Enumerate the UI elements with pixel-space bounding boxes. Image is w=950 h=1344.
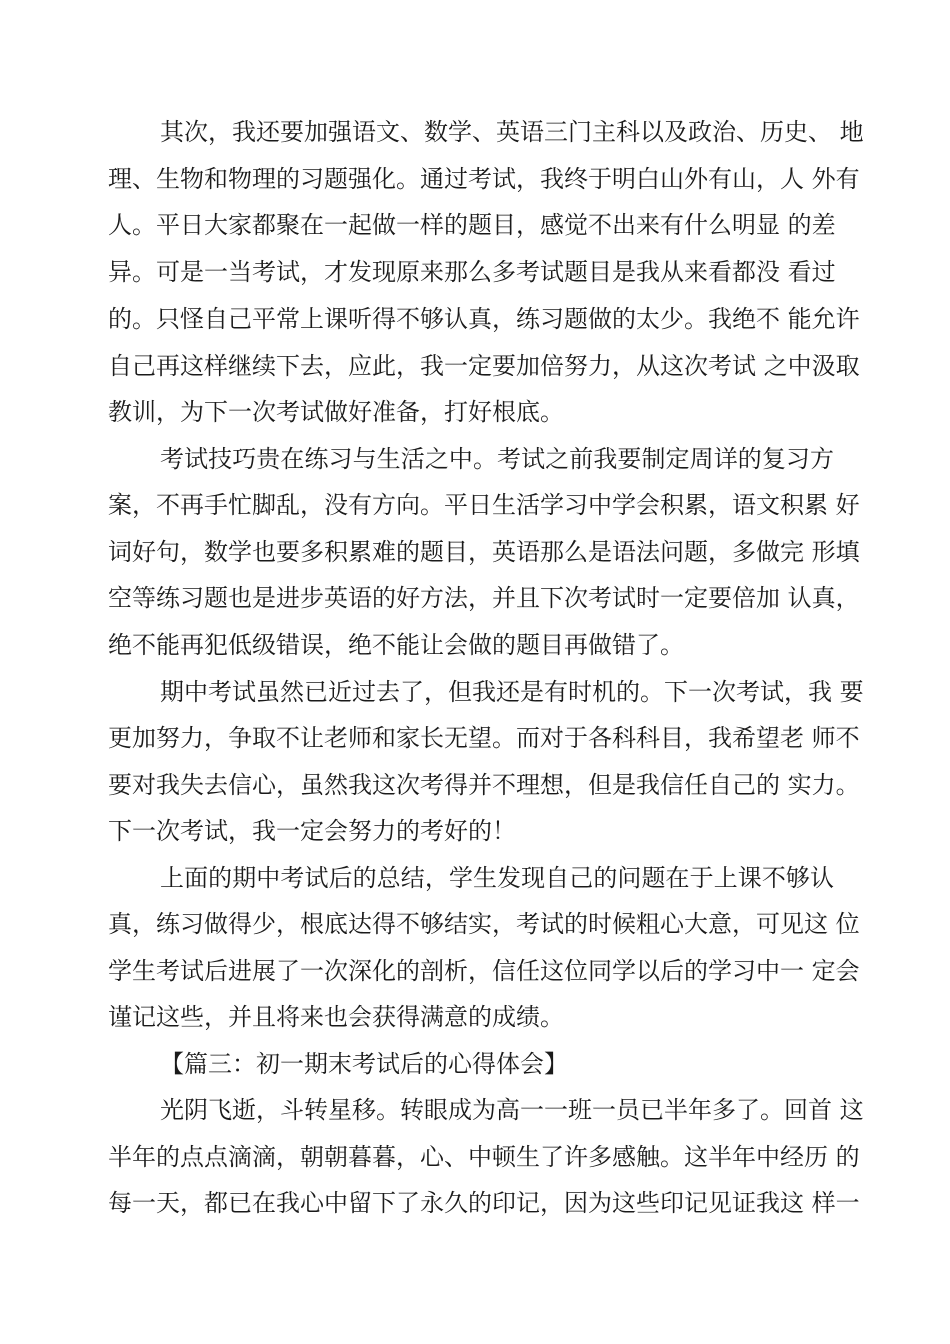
paragraph-2-line-1: 考试技巧贵在练习与生活之中。考试之前我要制定周详的复习方 (160, 445, 834, 473)
paragraph-2-line-4: 空等练习题也是进步英语的好方法，并且下次考试时一定要倍加 认真， (108, 584, 860, 612)
paragraph-1-line-6: 自己再这样继续下去，应此，我一定要加倍努力，从这次考试 之中汲取 (108, 352, 860, 380)
paragraph-5-line-3: 每一天，都已在我心中留下了永久的印记，因为这些印记见证我这 样一 (108, 1189, 860, 1217)
paragraph-3-line-3: 要对我失去信心，虽然我这次考得并不理想，但是我信任自己的 实力。 (108, 771, 860, 799)
section-heading: 【篇三：初一期末考试后的心得体会】 (160, 1050, 568, 1078)
paragraph-5-line-2: 半年的点点滴滴，朝朝暮暮，心、中顿生了许多感触。这半年中经历 的 (108, 1143, 860, 1171)
paragraph-2-line-3: 词好句，数学也要多积累难的题目，英语那么是语法问题，多做完 形填 (108, 538, 860, 566)
paragraph-1-line-2: 理、生物和物理的习题强化。通过考试，我终于明白山外有山，人 外有 (108, 165, 860, 193)
paragraph-4-line-1: 上面的期中考试后的总结，学生发现自己的问题在于上课不够认 (160, 864, 834, 892)
paragraph-2-line-2: 案，不再手忙脚乱，没有方向。平日生活学习中学会积累，语文积累 好 (108, 491, 860, 519)
paragraph-1-line-3: 人。平日大家都聚在一起做一样的题目，感觉不出来有什么明显 的差 (108, 211, 836, 239)
paragraph-1-line-7: 教训，为下一次考试做好准备，打好根底。 (108, 398, 564, 426)
paragraph-1-line-5: 的。只怪自己平常上课听得不够认真，练习题做的太少。我绝不 能允许 (108, 305, 860, 333)
paragraph-4-line-4: 谨记这些，并且将来也会获得满意的成绩。 (108, 1003, 564, 1031)
paragraph-4-line-3: 学生考试后进展了一次深化的剖析，信任这位同学以后的学习中一 定会 (108, 957, 860, 985)
paragraph-1-line-1: 其次，我还要加强语文、数学、英语三门主科以及政治、历史、 地 (160, 118, 864, 146)
paragraph-3-line-1: 期中考试虽然已近过去了，但我还是有时机的。下一次考试，我 要 (160, 678, 864, 706)
paragraph-4-line-2: 真，练习做得少，根底达得不够结实，考试的时候粗心大意，可见这 位 (108, 910, 860, 938)
paragraph-2-line-5: 绝不能再犯低级错误，绝不能让会做的题目再做错了。 (108, 631, 684, 659)
paragraph-1-line-4: 异。可是一当考试，才发现原来那么多考试题目是我从来看都没 看过 (108, 258, 836, 286)
paragraph-3-line-2: 更加努力，争取不让老师和家长无望。而对于各科科目，我希望老 师不 (108, 724, 860, 752)
paragraph-5-line-1: 光阴飞逝，斗转星移。转眼成为高一一班一员已半年多了。回首 这 (160, 1096, 864, 1124)
paragraph-3-line-4: 下一次考试，我一定会努力的考好的！ (108, 817, 516, 845)
